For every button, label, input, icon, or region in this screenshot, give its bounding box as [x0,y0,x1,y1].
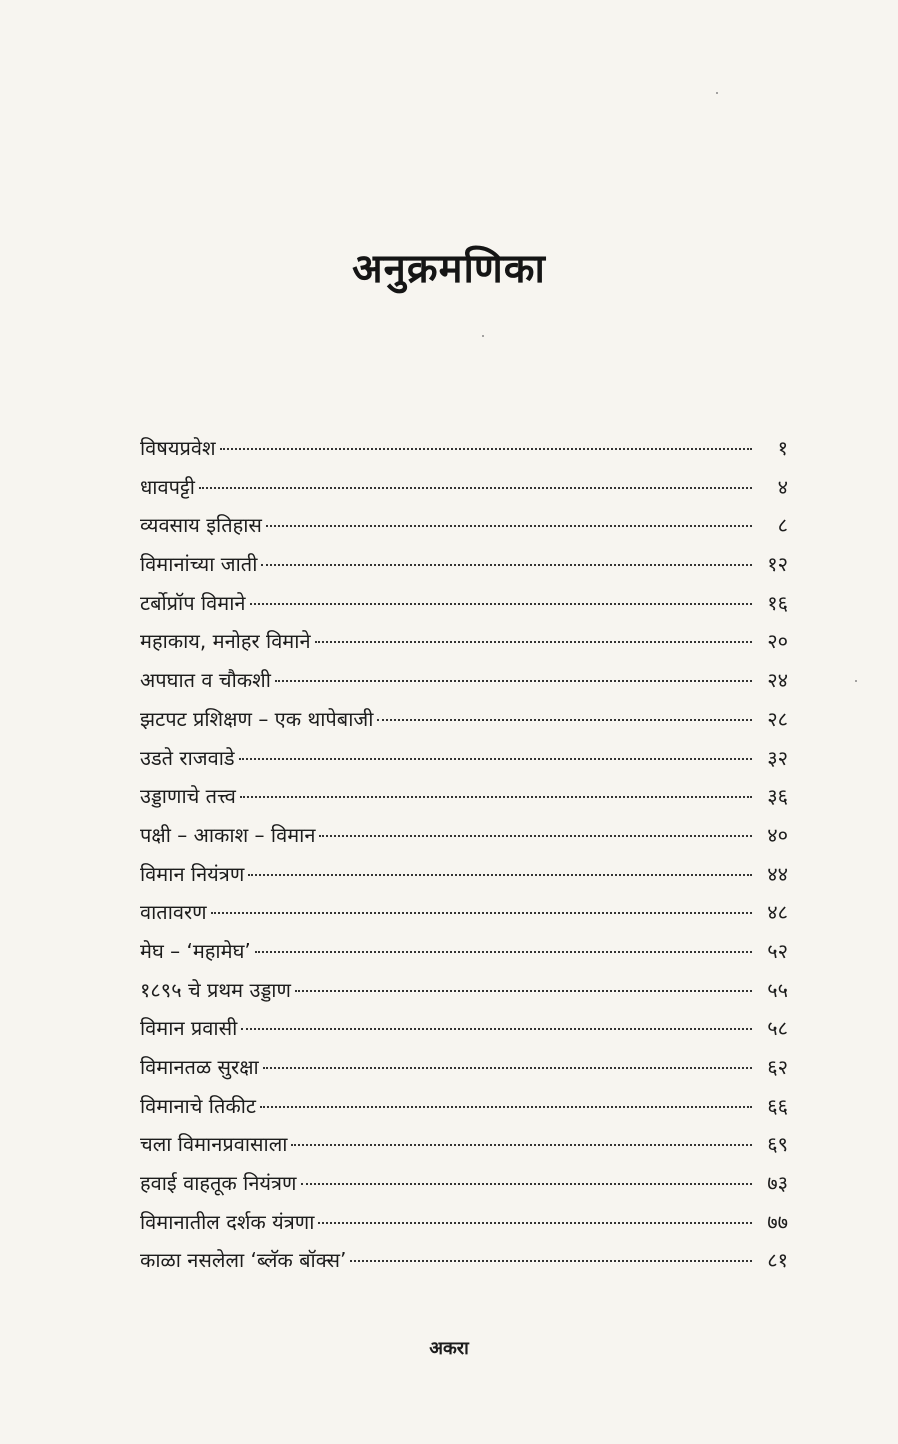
toc-entry-page-number: ५८ [767,1016,788,1041]
toc-entry-title: विमानांच्या जाती [140,552,258,577]
dot-leader [295,990,752,992]
toc-entry[interactable] [140,666,788,705]
dot-leader [377,719,752,721]
toc-entry[interactable] [140,1246,788,1285]
toc-entry-page-number: ४० [767,822,788,847]
toc-entry[interactable] [140,473,788,512]
toc-entry[interactable] [140,860,788,899]
dot-leader [211,912,752,914]
dot-leader [199,487,752,489]
dot-leader [301,1183,752,1185]
dot-leader [241,1028,752,1030]
toc-entry[interactable] [140,1053,788,1092]
dot-leader [260,1106,752,1108]
toc-entry[interactable] [140,1208,788,1247]
dot-leader [291,1144,752,1146]
toc-entry[interactable] [140,705,788,744]
toc-entry[interactable] [140,1169,788,1208]
toc-entry-page-number: ७३ [767,1171,788,1196]
toc-entry-title: टर्बोप्रॉप विमाने [140,590,246,615]
dot-leader [248,874,752,876]
dot-leader [315,641,752,643]
toc-entry[interactable] [140,511,788,550]
toc-entry-page-number: १६ [767,590,788,615]
toc-entry[interactable] [140,821,788,860]
paper-speck [482,335,484,337]
toc-entry-title: विमान नियंत्रण [140,861,245,886]
toc-entry-title: अपघात व चौकशी [140,668,271,693]
dot-leader [255,951,752,953]
toc-entry-title: वातावरण [140,900,207,925]
toc-entry[interactable] [140,782,788,821]
toc-entry-title: व्यवसाय इतिहास [140,513,262,538]
toc-entry-page-number: ६९ [767,1132,788,1157]
dot-leader [250,603,753,605]
toc-entry-title: पक्षी – आकाश – विमान [140,822,316,847]
dot-leader [220,448,752,450]
toc-entry-page-number: ३२ [767,745,788,770]
dot-leader [240,796,752,798]
toc-entry[interactable] [140,898,788,937]
toc-entry-title: झटपट प्रशिक्षण – एक थापेबाजी [140,706,374,731]
toc-entry-page-number: २४ [767,668,788,693]
toc-entry[interactable] [140,937,788,976]
toc-entry-page-number: ८१ [767,1248,788,1273]
toc-entry[interactable] [140,627,788,666]
toc-entry-page-number: ३६ [767,784,788,809]
dot-leader [239,758,752,760]
toc-entry-title: १८९५ चे प्रथम उड्डाण [140,977,291,1002]
page-folio: अकरा [429,1338,469,1359]
toc-entry-page-number: ८ [777,513,788,538]
toc-entry-title: हवाई वाहतूक नियंत्रण [140,1171,297,1196]
toc-entry[interactable] [140,744,788,783]
toc-entry-page-number: ४८ [767,900,788,925]
toc-entry[interactable] [140,434,788,473]
toc-entry-title: विमानाचे तिकीट [140,1093,256,1118]
page-title: अनुक्रमणिका [352,245,546,292]
toc-entry[interactable] [140,976,788,1015]
toc-entry-page-number: १२ [767,552,788,577]
toc-entry-page-number: ४४ [767,861,788,886]
dot-leader [266,525,752,527]
toc-entry-title: उडते राजवाडे [140,745,235,770]
toc-entry-page-number: २० [767,629,788,654]
dot-leader [350,1260,752,1262]
toc-entry-page-number: ६२ [767,1055,788,1079]
toc-entry-title: चला विमानप्रवासाला [140,1132,288,1157]
toc-entry-page-number: ६६ [767,1093,788,1118]
dot-leader [319,835,752,837]
toc-entry-title: विमानातील दर्शक यंत्रणा [140,1209,315,1234]
toc-entry[interactable] [140,1014,788,1053]
toc-entry-page-number: ७७ [767,1209,788,1234]
dot-leader [275,680,752,682]
toc-entry[interactable] [140,589,788,628]
toc-entry-page-number: ४ [777,474,788,499]
toc-entry-page-number: १ [777,436,788,460]
toc-entry-page-number: २८ [767,706,788,731]
toc-entry[interactable] [140,550,788,589]
toc-entry-title: मेघ – ‘महामेघ’ [140,938,251,963]
table-of-contents [140,434,788,1285]
toc-entry[interactable] [140,1130,788,1169]
toc-entry[interactable] [140,1092,788,1131]
toc-entry-title: विमान प्रवासी [140,1016,238,1041]
toc-entry-title: महाकाय, मनोहर विमाने [140,629,311,654]
dot-leader [261,564,752,566]
toc-entry-title: विमानतळ सुरक्षा [140,1055,259,1079]
toc-entry-page-number: ५५ [767,977,788,1002]
dot-leader [318,1222,752,1224]
paper-speck [716,92,718,94]
toc-entry-page-number: ५२ [767,938,788,963]
toc-entry-title: काळा नसलेला ‘ब्लॅक बॉक्स’ [140,1248,347,1273]
toc-entry-title: उड्डाणाचे तत्त्व [140,784,236,809]
paper-speck [855,680,857,682]
toc-entry-title: धावपट्टी [140,474,195,499]
dot-leader [263,1067,752,1069]
toc-entry-title: विषयप्रवेश [140,436,216,460]
